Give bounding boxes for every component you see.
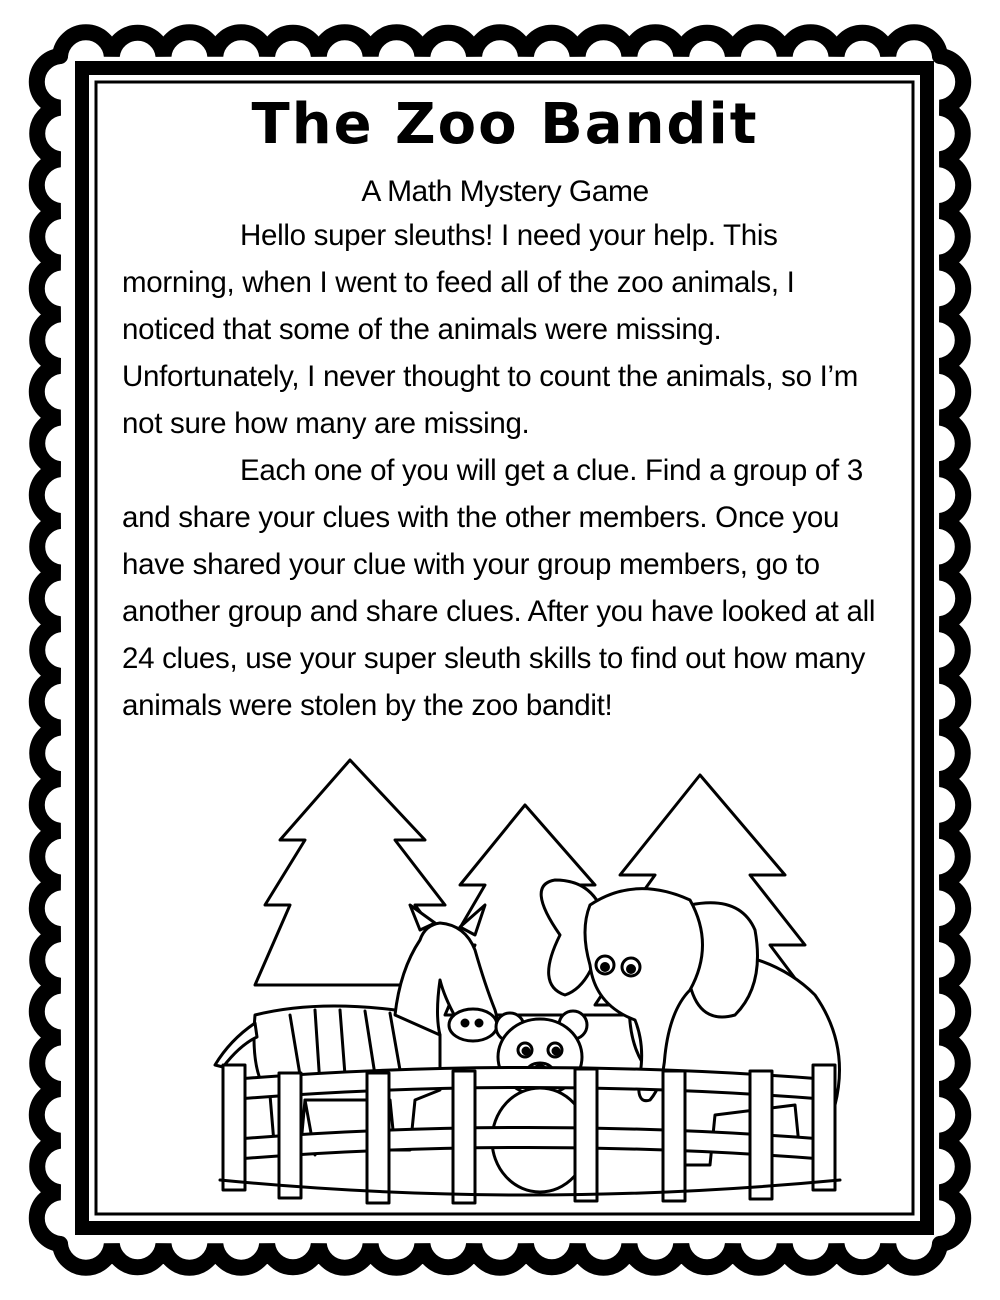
document-body: [122, 90, 888, 729]
border-scallop-edge: [37, 56, 60, 1244]
zoo-animals-illustration: [195, 755, 855, 1215]
border-scallop-edge: [940, 56, 963, 1244]
zebra-muzzle: [449, 1009, 497, 1041]
page-title: The Zoo Bandit: [251, 92, 759, 157]
page-subtitle: A Math Mystery Game: [361, 175, 649, 208]
intro-paragraph: Hello super sleuths! I need your help. This morning, when I went to feed all of the zoo animals, I noticed that some of the animals were missing. Unfortunately, I never thought to count the animals, so I’m not sure how many are missing.: [122, 219, 859, 440]
border-scallop-edge: [60, 1244, 940, 1268]
instructions-paragraph: Each one of you will get a clue. Find a group of 3 and share your clues with the other members. Once you have shared your clue with your group members, go to another group and share clues. After you have looked at all 24 clues, use your super sleuth skills to find out how many animals were stolen by the zoo bandit!: [122, 454, 876, 722]
zebra-tail: [215, 1023, 257, 1067]
border-scallop-edge: [60, 32, 940, 56]
